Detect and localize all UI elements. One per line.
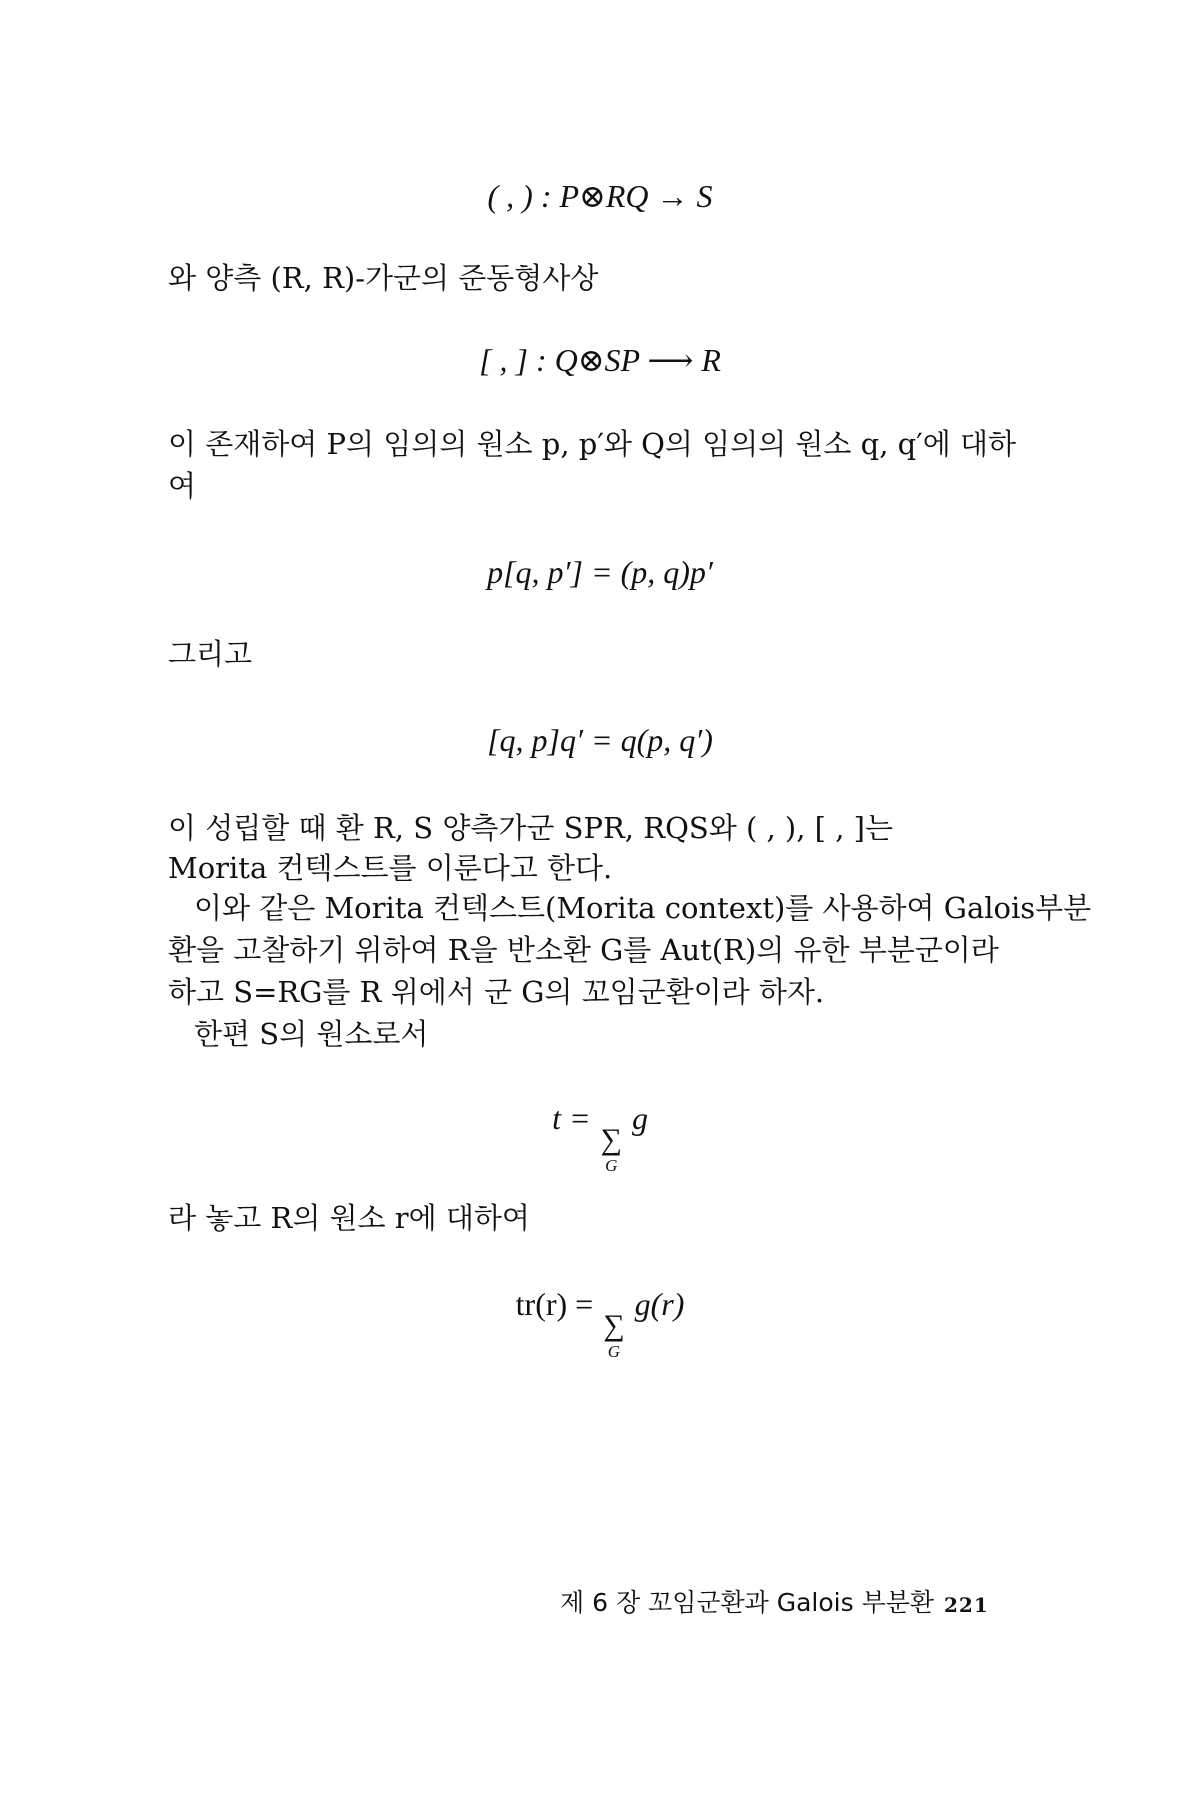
- equation-bracket: [ , ] : Q⊗SP ⟶ R: [479, 342, 721, 378]
- paragraph-bimodule-homomorphism: 와 양측 (R, R)-가군의 준동형사상: [168, 261, 599, 295]
- paragraph-exists-line1: 이 존재하여 P의 임의의 원소 p, p′와 Q의 임의의 원소 q, q′에 대하: [168, 427, 1017, 461]
- summation-over-g-2: [603, 1311, 624, 1360]
- trace-element-lhs: t =: [552, 1100, 591, 1136]
- equation-associativity-2: [q, p]q′ = q(p, q′): [487, 722, 713, 758]
- sigma-symbol-2: ∑: [603, 1309, 625, 1342]
- page-number: 221: [944, 1593, 989, 1617]
- sigma-subscript: G: [605, 1156, 618, 1175]
- sigma-subscript-2: G: [607, 1342, 621, 1361]
- equation-trace-map: [0, 1284, 1200, 1360]
- equation-associativity-1: p[q, p′] = (p, q)p′: [487, 554, 713, 590]
- paragraph-let-for-r: 라 놓고 R의 원소 r에 대하여: [168, 1201, 530, 1235]
- paragraph-morita-line2: Morita 컨텍스트를 이룬다고 한다.: [168, 851, 613, 885]
- running-footer-chapter: 제 6 장 꼬임군환과 Galois 부분환: [560, 1588, 935, 1617]
- summation-over-g: [601, 1125, 622, 1174]
- equation-pairing: ( , ) : P⊗RQ → S: [487, 178, 713, 214]
- paragraph-morita-line1: 이 성립할 때 환 R, S 양측가군 SPR, RQS와 ( , ), [ , ]는: [168, 811, 893, 845]
- trace-map-rhs: g(r): [634, 1286, 685, 1322]
- paragraph-exists-line2: 여: [168, 469, 197, 503]
- trace-map-lhs: tr(r) =: [515, 1286, 594, 1322]
- paragraph-and: 그리고: [168, 637, 253, 671]
- paragraph-galois-line1: 이와 같은 Morita 컨텍스트(Morita context)를 사용하여 Galois부분: [194, 891, 1092, 925]
- equation-trace-element: [0, 1098, 1200, 1174]
- trace-element-rhs: g: [631, 1100, 648, 1136]
- paragraph-galois-line2: 환을 고찰하기 위하여 R을 반소환 G를 Aut(R)의 유한 부분군이라: [168, 933, 999, 967]
- paragraph-element-of-s: 한편 S의 원소로서: [194, 1017, 429, 1051]
- paragraph-galois-line3: 하고 S=RG를 R 위에서 군 G의 꼬임군환이라 하자.: [168, 975, 825, 1009]
- sigma-symbol: ∑: [600, 1123, 622, 1156]
